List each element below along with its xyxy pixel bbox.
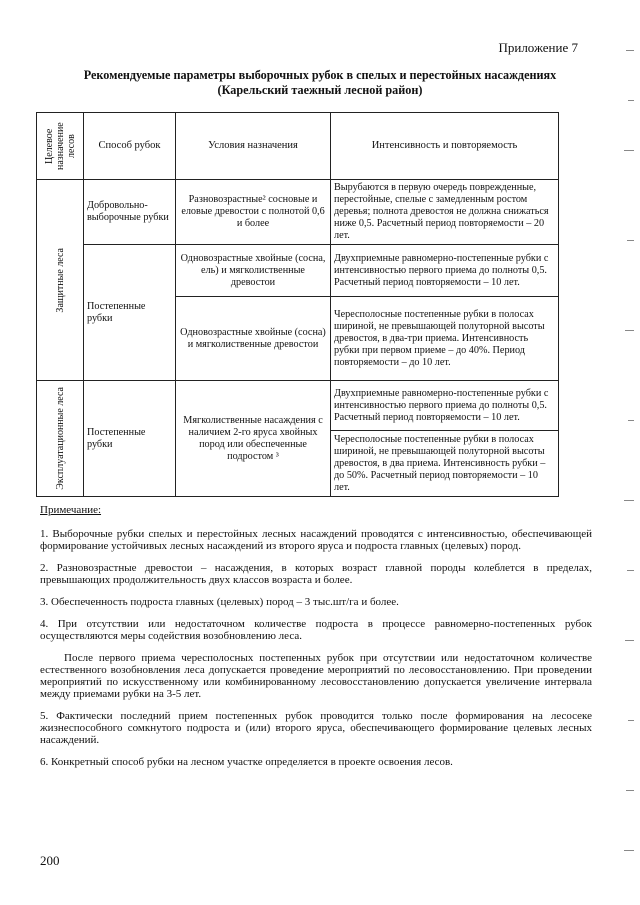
header-intensity: Интенсивность и повторяемость [331,113,559,180]
method-gradual-protective: Постепенные рубки [84,245,176,381]
note-3: 3. Обеспеченность подроста главных (целевых) пород – 3 тыс.шт/га и более. [40,596,399,608]
table-row [37,381,559,431]
title-line-2: (Карельский таежный лесной район) [217,83,423,97]
note-4: 4. При отсутствии или недостаточном количестве подроста в процессе равномерно-постепенных рубок осуществляются меры содействия возобновлению леса. [40,618,592,642]
page-title [40,68,600,98]
condition-uneven-aged: Разновозрастные² сосновые и еловые древостои с полнотой 0,6 и более [176,180,331,245]
cutting-parameters-table [36,112,559,497]
page-number: 200 [40,853,60,868]
intensity-strip-exploitation: Чересполосные постепенные рубки в полосах шириной, не превышающей полуторной высоты древостоя, в два приема. Интенсивность рубки – до 50%. Расчетный период повторяемости – 10 лет. [331,431,559,497]
method-gradual-exploitation: Постепенные рубки [84,381,176,497]
table-header-row [37,113,559,180]
note-6: 6. Конкретный способ рубки на лесном участке определяется в проекте освоения лесов. [40,756,453,768]
table-row [37,245,559,297]
note-2: 2. Разновозрастные древостои – насаждения, в которых возраст главной породы колеблется в пределах, превышающих продолжительность двух классов возраста и более. [40,562,592,586]
intensity-two-stage: Двухприемные равномерно-постепенные рубки с интенсивностью первого приема до полноты 0,5. Расчетный период повторяемости – 10 лет. [331,245,559,297]
title-line-1: Рекомендуемые параметры выборочных рубок в спелых и перестойных насаждениях [83,68,557,82]
notes-section [40,504,592,778]
intensity-strip: Чересполосные постепенные рубки в полосах шириной, не превышающей полуторной высоты древостоя, в два-три приема. Интенсивность рубки при первом приеме – до 40%. Период повторяемости – до 10 лет. [331,297,559,381]
header-method: Способ рубок [84,113,176,180]
note-1: 1. Выборочные рубки спелых и перестойных лесных насаждений проводятся с интенсивностью, обеспечивающей формирование устойчивых лесных насаждений из второго яруса и подроста главных (целевых) пород. [40,528,592,552]
intensity-two-stage-exploitation: Двухприемные равномерно-постепенные рубки с интенсивностью первого приема до полноты 0,5. Расчетный период повторяемости – 10 лет. [331,381,559,431]
method-selective: Добровольно-выборочные рубки [84,180,176,245]
purpose-protective: Защитные леса [37,180,84,381]
intensity-selective: Вырубаются в первую очередь поврежденные, перестойные, спелые с замедленным ростом деревья; полнота древостоя не должна снижаться ниже 0,5. Расчетный период повторяемости – 20 лет. [331,180,559,245]
condition-soft-leaved: Мягколиственные насаждения с наличием 2-го яруса хвойных пород или обеспеченные подростом ³ [176,381,331,497]
notes-heading: Примечание: [40,504,102,516]
note-4-continued: После первого приема чересполосных постепенных рубок при отсутствии или недостаточном количестве естественного возобновления леса допускается проведение мероприятий по лесовосстановлению. При проведении мероприятий по искусственному или комбинированному лесовосстановлению допускается увеличение интервала между приемами рубки на 3-5 лет. [40,652,592,700]
header-conditions: Условия назначения [176,113,331,180]
header-purpose: Целевое назначение лесов [37,113,84,180]
scan-edge-marks [614,30,634,870]
condition-even-aged-conifer: Одновозрастные хвойные (сосна, ель) и мягколиственные древостои [176,245,331,297]
purpose-exploitation: Эксплуатационные леса [37,381,84,497]
appendix-label: Приложение 7 [498,40,578,55]
table-row [37,180,559,245]
note-5: 5. Фактически последний прием постепенных рубок проводится только после формирования на лесосеке жизнеспособного сомкнутого подроста и (или) второго яруса, обеспечивающего формирование целевых лесных насаждений. [40,710,592,746]
condition-even-aged-pine: Одновозрастные хвойные (сосна) и мягколиственные древостои [176,297,331,381]
